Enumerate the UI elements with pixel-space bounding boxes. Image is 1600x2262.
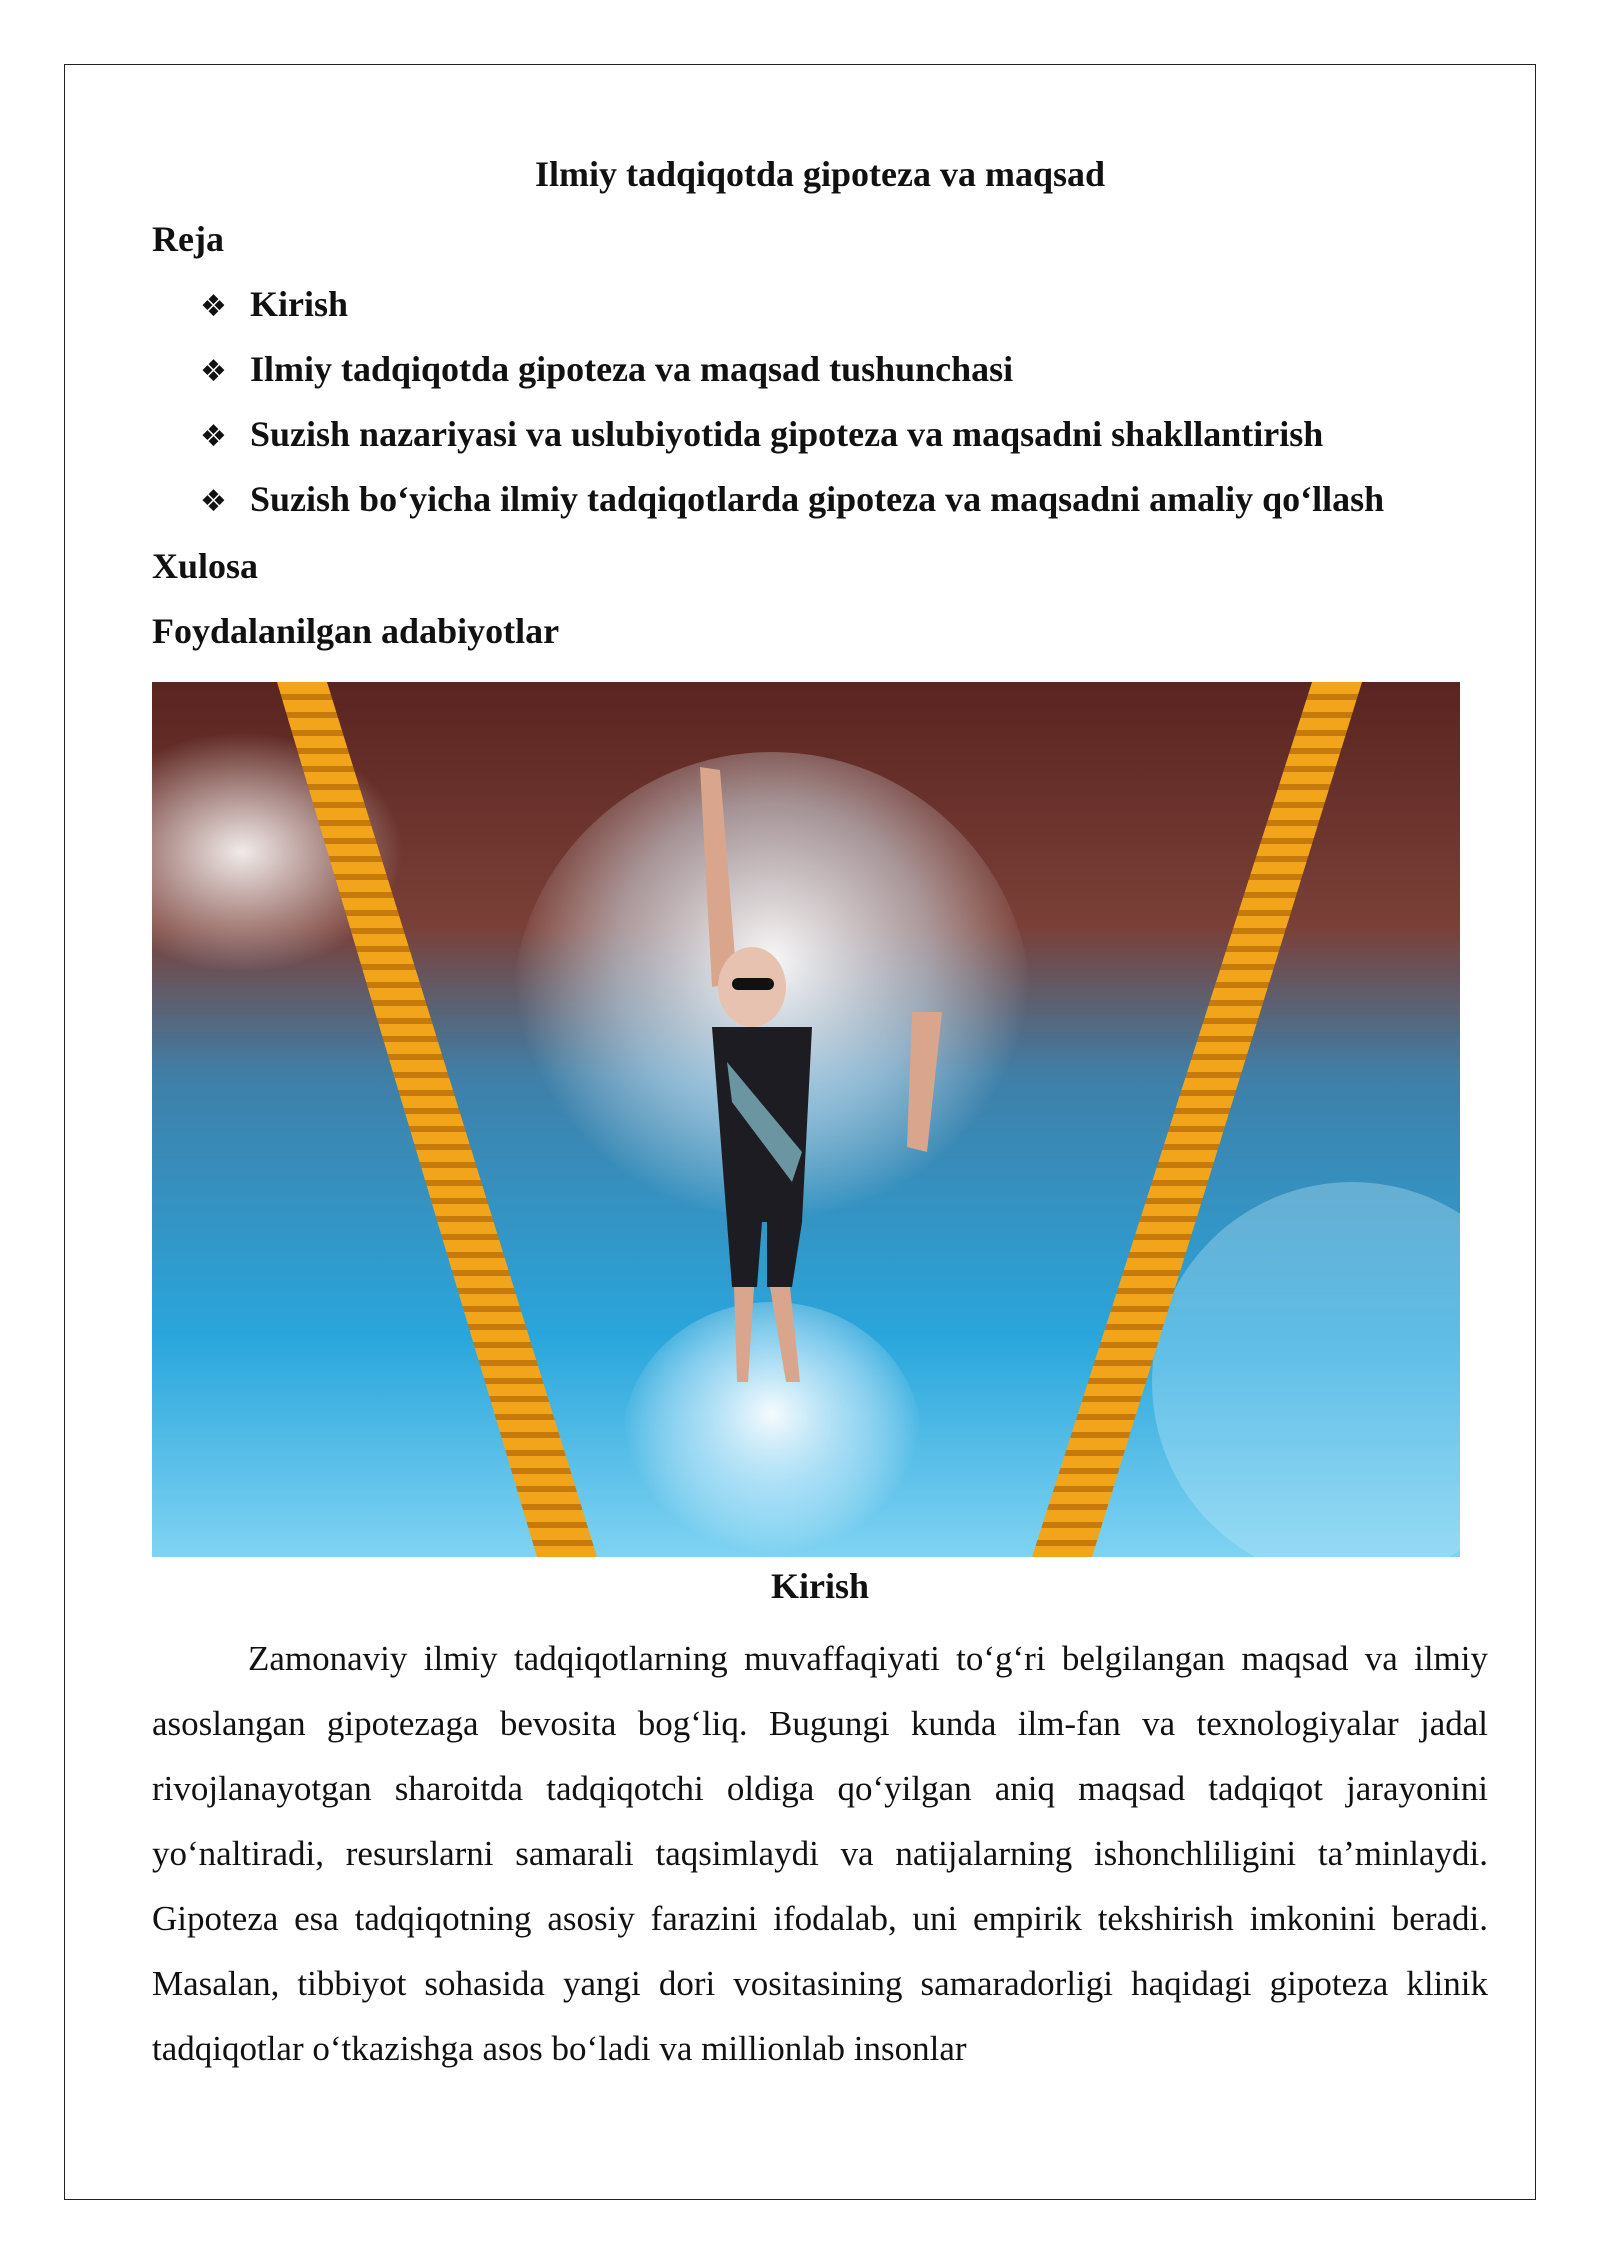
conclusion-heading: Xulosa bbox=[152, 546, 259, 586]
document-title: Ilmiy tadqiqotda gipoteza va maqsad bbox=[534, 154, 1106, 194]
plan-heading: Reja bbox=[152, 219, 224, 259]
diamond-bullet-icon: ❖ bbox=[200, 419, 227, 454]
plan-list bbox=[200, 280, 1384, 540]
intro-paragraph: Zamonaviy ilmiy tadqiqotlarning muvaffaqiyati to‘g‘ri belgilangan maqsad va ilmiy asoslangan gipotezaga bevosita bog‘liq. Bugungi kunda ilm-fan va texnologiyalar jadal rivojlanayotgan sharoitda tadqiqotchi oldiga qo‘yilgan aniq maqsad tadqiqot jarayonini yo‘naltiradi, resurslarni samarali taqsimlaydi va natijalarning ishonchliligini ta’minlaydi. Gipoteza esa tadqiqotning asosiy farazini ifodalab, uni empirik tekshirish imkonini beradi. Masalan, tibbiyot sohasida yangi dori vositasining samaradorligi haqidagi gipoteza klinik tadqiqotlar o‘tkazishga asos bo‘ladi va millionlab insonlar bbox=[152, 1639, 1488, 2068]
diamond-bullet-icon: ❖ bbox=[200, 484, 227, 519]
diamond-bullet-icon: ❖ bbox=[200, 289, 227, 324]
plan-item-label: Kirish bbox=[250, 284, 349, 324]
plan-item-label: Suzish nazariyasi va uslubiyotida gipoteza va maqsadni shakllantirish bbox=[250, 414, 1324, 454]
plan-item bbox=[200, 345, 1384, 410]
swimmer-photo bbox=[152, 682, 1460, 1557]
references-heading: Foydalanilgan adabiyotlar bbox=[152, 611, 560, 651]
diamond-bullet-icon: ❖ bbox=[200, 354, 227, 389]
plan-item-label: Ilmiy tadqiqotda gipoteza va maqsad tushunchasi bbox=[250, 349, 1014, 389]
section-title-kirish: Kirish bbox=[770, 1566, 869, 1606]
plan-item bbox=[200, 410, 1384, 475]
plan-item bbox=[200, 280, 1384, 345]
plan-item bbox=[200, 475, 1384, 540]
plan-item-label: Suzish bo‘yicha ilmiy tadqiqotlarda gipoteza va maqsadni amaliy qo‘llash bbox=[250, 479, 1385, 519]
